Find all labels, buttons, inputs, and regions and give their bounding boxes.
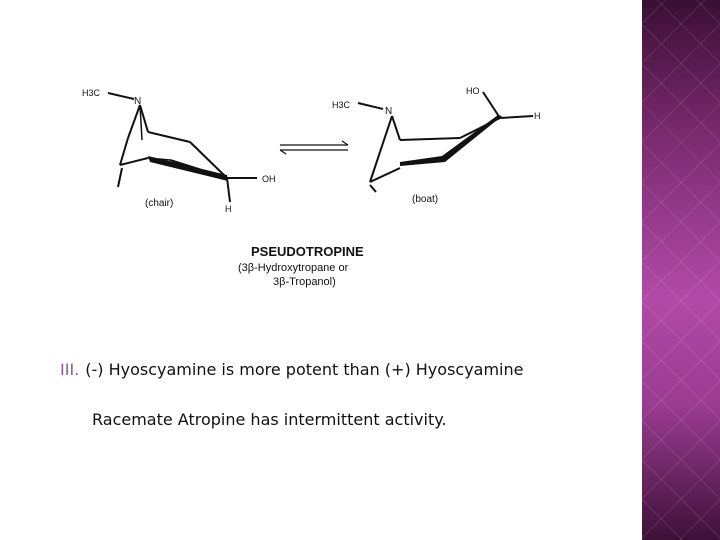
diamond-pattern	[642, 0, 720, 540]
conformation-diagram	[70, 80, 570, 295]
boat-conformation-label: (boat)	[412, 194, 439, 205]
chair-conformer	[108, 93, 257, 202]
boat-methyl-label: H3C	[332, 100, 351, 110]
decorative-side-panel	[642, 0, 720, 540]
boat-nitrogen-label: N	[385, 106, 393, 117]
compound-name: PSEUDOTROPINE	[251, 244, 364, 259]
chair-methyl-label: H3C	[82, 88, 101, 98]
chair-hydrogen-label: H	[225, 204, 232, 214]
boat-hydroxyl-label: HO	[466, 86, 480, 96]
list-item-iii	[60, 360, 523, 379]
chair-conformation-label: (chair)	[145, 198, 174, 209]
list-item-text: (-) Hyoscyamine is more potent than (+) Hyoscyamine	[85, 360, 524, 379]
compound-synonym-line-2: 3β-Tropanol)	[273, 276, 336, 288]
boat-wedge	[400, 115, 502, 166]
body-paragraph: Racemate Atropine has intermittent activity.	[92, 410, 447, 429]
list-marker: III.	[60, 360, 80, 379]
compound-synonym-line-1: (3β-Hydroxytropane or	[238, 262, 349, 274]
chair-nitrogen-label: N	[134, 96, 142, 107]
equilibrium-arrows	[280, 141, 348, 154]
chair-hydroxyl-label: OH	[262, 174, 276, 184]
boat-hydrogen-label: H	[534, 111, 541, 121]
pseudotropine-structure-figure	[70, 80, 570, 295]
